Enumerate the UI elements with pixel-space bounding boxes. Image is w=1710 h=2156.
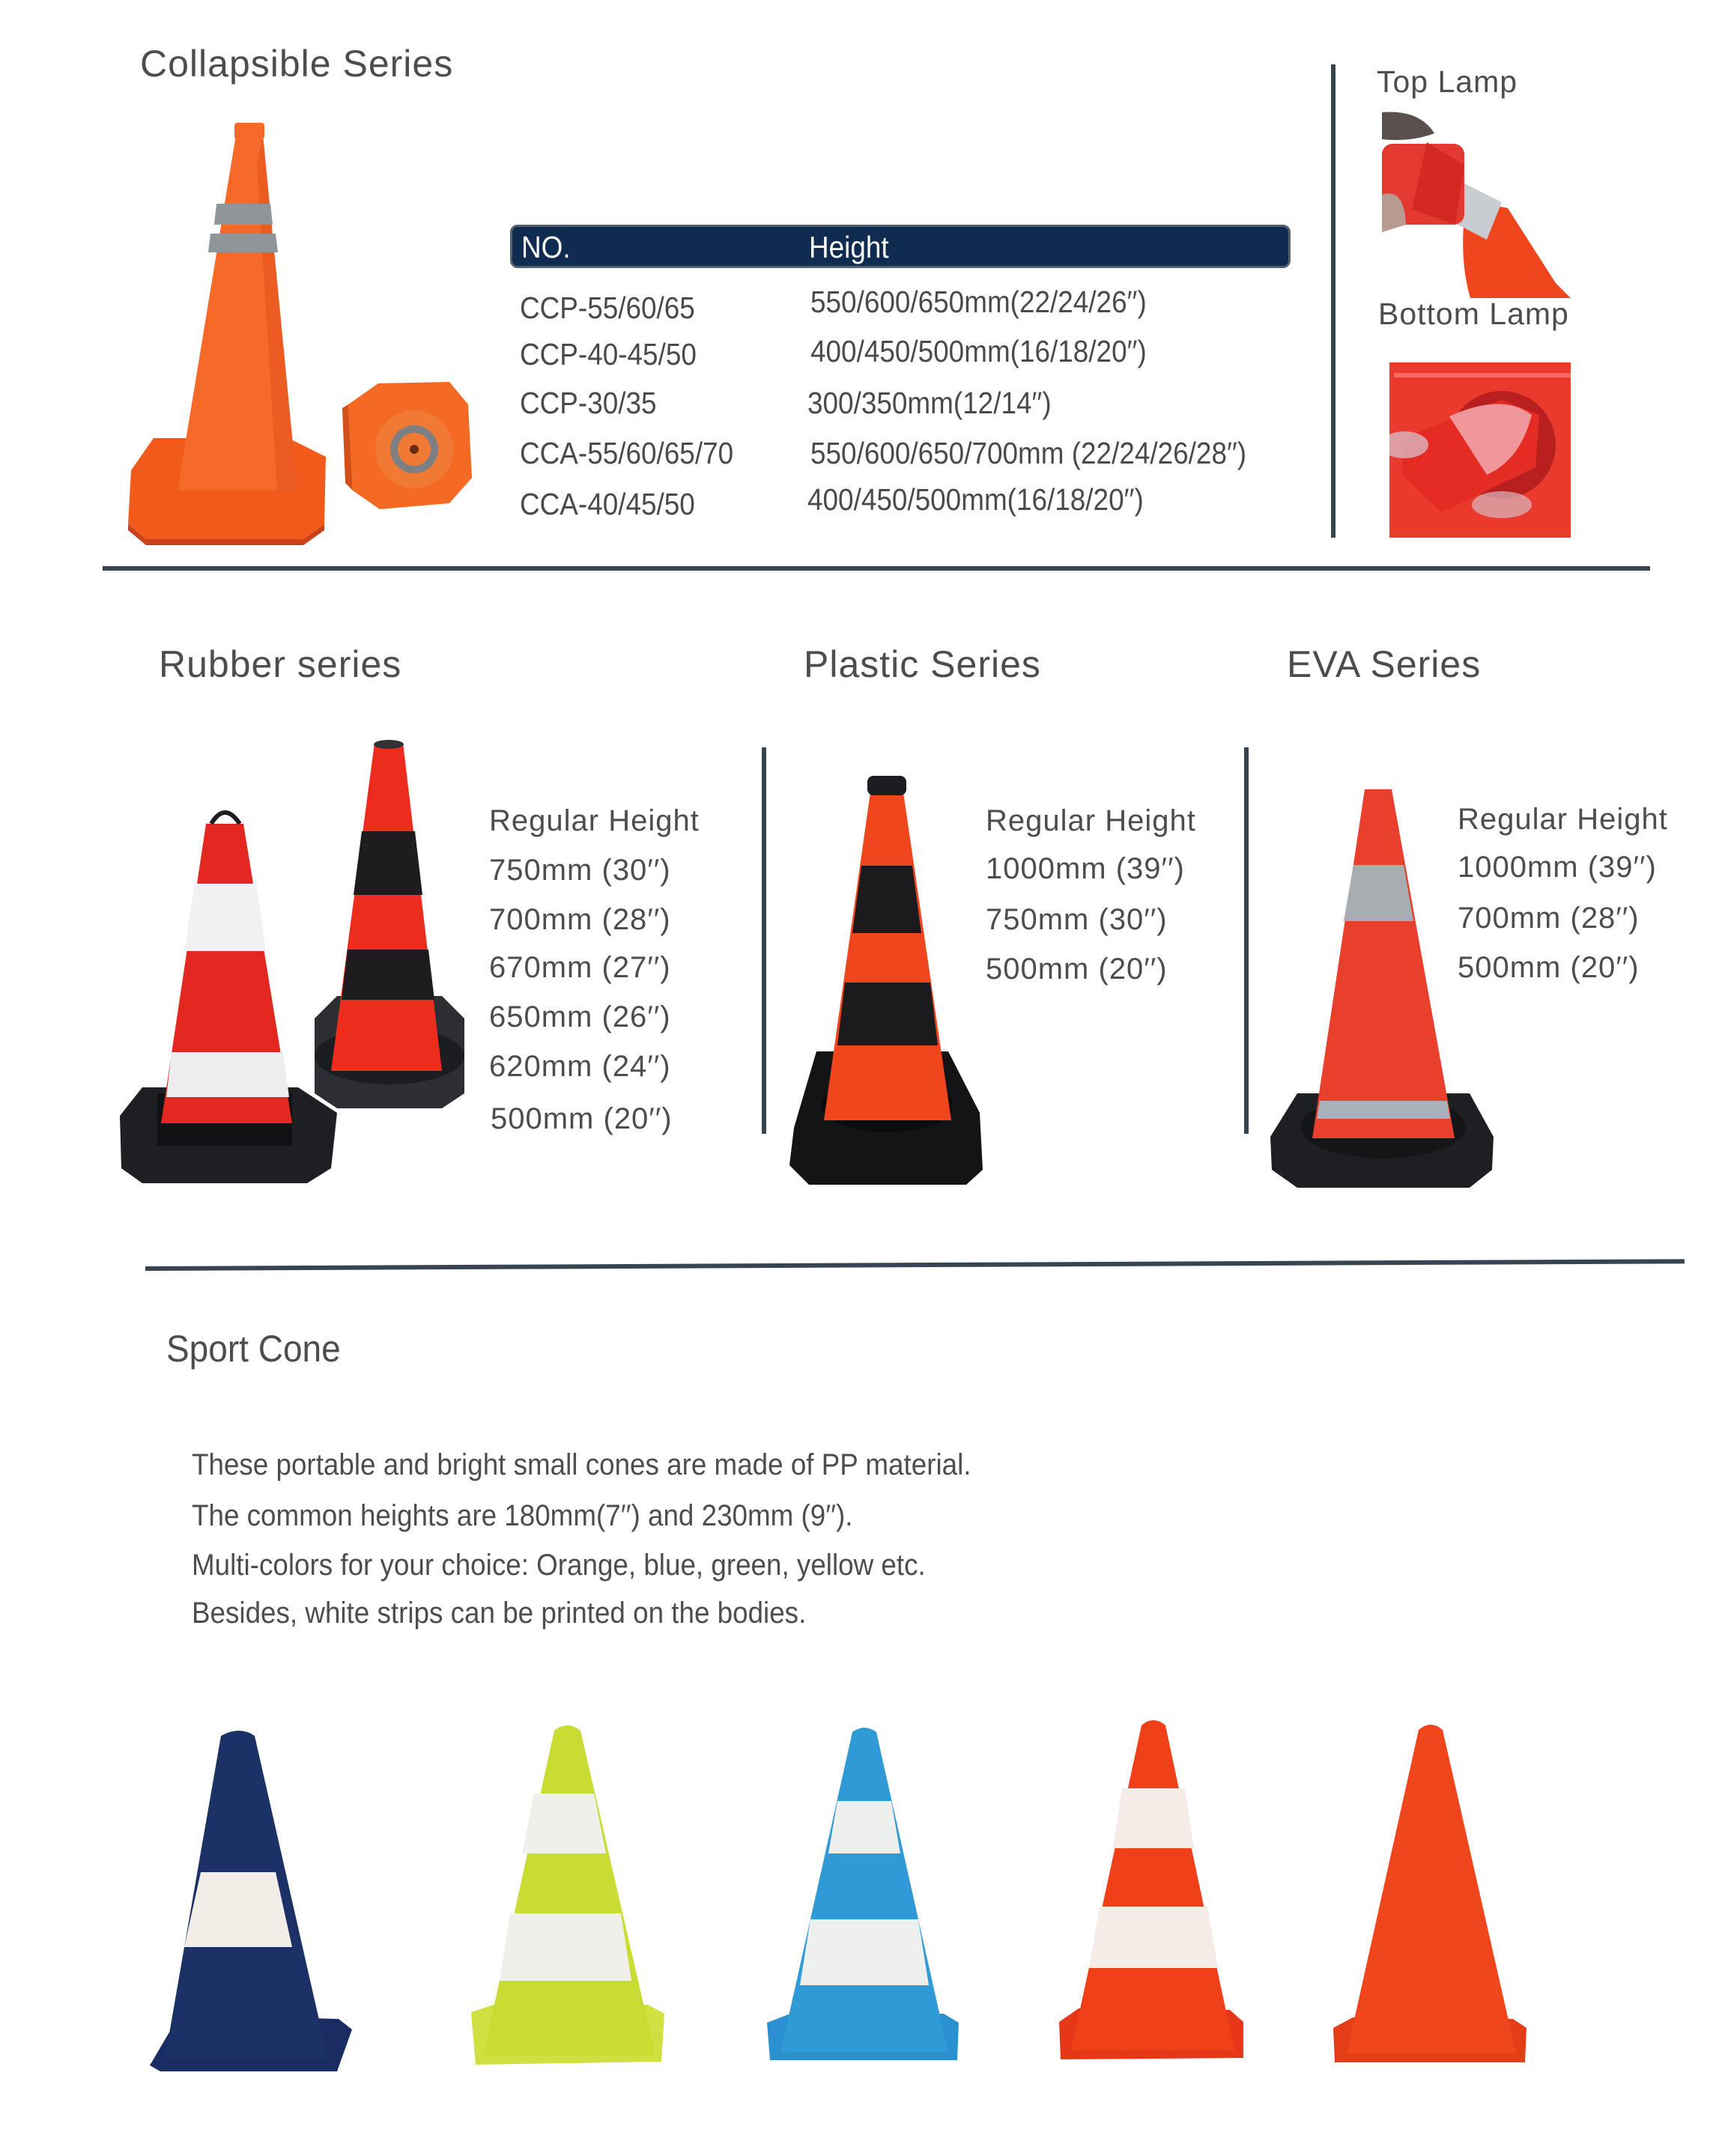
sport-cone-orange-red — [1056, 1721, 1251, 2065]
table-row-5-no: CCA-40/45/50 — [520, 487, 695, 521]
eva-series-title: EVA Series — [1287, 643, 1482, 685]
rubber-height-5: 620mm (24′′) — [489, 1050, 671, 1083]
eva-height-1: 1000mm (39′′) — [1458, 851, 1657, 884]
table-row-5-height: 400/450/500mm(16/18/20′′) — [807, 482, 1144, 517]
section-divider-2 — [145, 1259, 1685, 1271]
bottom-lamp-label: Bottom Lamp — [1378, 297, 1569, 331]
eva-cone-photo — [1267, 786, 1507, 1191]
column-header-no: NO. — [521, 230, 571, 264]
plastic-cone-photo — [786, 776, 989, 1188]
sport-cone-sky-blue — [764, 1726, 966, 2071]
height-table-header — [510, 225, 1291, 268]
sport-description-line-2: The common heights are 180mm(7′′) and 230mm (9′′). — [192, 1499, 853, 1532]
table-row-4-no: CCA-55/60/65/70 — [520, 436, 734, 470]
sport-description-line-1: These portable and bright small cones are made of PP material. — [192, 1448, 971, 1481]
vertical-divider-plastic-eva — [1244, 747, 1249, 1134]
table-row-3-height: 300/350mm(12/14′′) — [807, 386, 1052, 420]
eva-height-2: 700mm (28′′) — [1458, 902, 1640, 935]
bottom-lamp-photo — [1389, 362, 1571, 538]
plastic-height-2: 750mm (30′′) — [986, 903, 1168, 936]
rubber-height-6: 500mm (20′′) — [491, 1102, 673, 1135]
rubber-height-3: 670mm (27′′) — [489, 951, 671, 984]
plastic-height-3: 500mm (20′′) — [986, 953, 1168, 986]
collapsible-cone-photo — [124, 120, 476, 547]
sport-cone-title: Sport Cone — [166, 1328, 341, 1370]
rubber-heights-label: Regular Height — [489, 804, 700, 837]
rubber-cones-photo — [112, 741, 494, 1191]
vertical-divider-lamps — [1331, 64, 1335, 538]
rubber-height-2: 700mm (28′′) — [489, 903, 671, 936]
top-lamp-label: Top Lamp — [1377, 64, 1518, 99]
sport-cone-navy — [142, 1730, 360, 2074]
plastic-height-1: 1000mm (39′′) — [986, 852, 1185, 885]
top-lamp-photo — [1382, 112, 1571, 298]
vertical-divider-rubber-plastic — [762, 747, 766, 1134]
table-row-3-no: CCP-30/35 — [520, 386, 657, 420]
table-row-2-height: 400/450/500mm(16/18/20′′) — [810, 334, 1147, 368]
eva-height-3: 500mm (20′′) — [1458, 951, 1640, 984]
plastic-series-title: Plastic Series — [804, 643, 1041, 685]
collapsible-series-title: Collapsible Series — [140, 43, 454, 85]
rubber-series-title: Rubber series — [159, 643, 402, 685]
table-row-1-no: CCP-55/60/65 — [520, 291, 695, 325]
eva-heights-label: Regular Height — [1458, 803, 1668, 836]
sport-cone-lime — [468, 1726, 670, 2071]
table-row-2-no: CCP-40-45/50 — [520, 337, 697, 371]
rubber-height-1: 750mm (30′′) — [489, 854, 671, 887]
rubber-height-4: 650mm (26′′) — [489, 1000, 671, 1033]
column-header-height: Height — [809, 230, 889, 264]
table-row-1-height: 550/600/650mm(22/24/26′′) — [810, 285, 1147, 319]
sport-description-line-4: Besides, white strips can be printed on the bodies. — [192, 1597, 807, 1630]
table-row-4-height: 550/600/650/700mm (22/24/26/28′′) — [810, 436, 1247, 470]
sport-cone-orange — [1330, 1724, 1532, 2068]
plastic-heights-label: Regular Height — [986, 804, 1196, 837]
section-divider-1 — [103, 566, 1650, 571]
sport-description-line-3: Multi-colors for your choice: Orange, blue, green, yellow etc. — [192, 1549, 926, 1582]
